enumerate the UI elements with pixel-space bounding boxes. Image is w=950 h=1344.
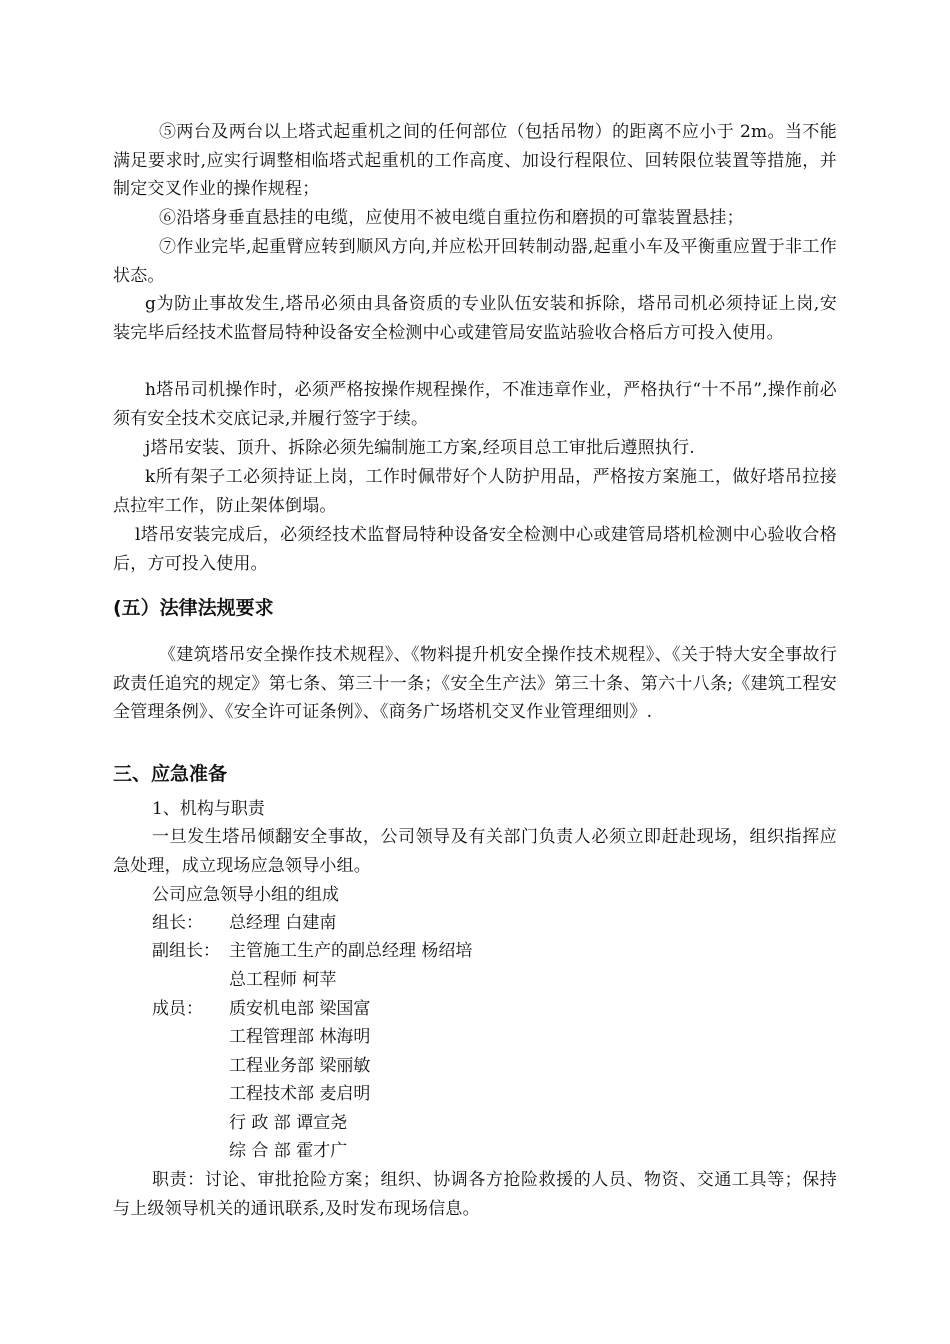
member-row: 质安机电部 梁国富	[229, 999, 371, 1019]
paragraph-item-7: ⑦作业完毕,起重臂应转到顺风方向,并应松开回转制动器,起重小车及平衡重应置于非工作状态。	[113, 237, 837, 286]
deputy-value-1: 主管施工生产的副总经理 杨绍培	[229, 941, 473, 961]
paragraph-item-6: ⑥沿塔身垂直悬挂的电缆，应使用不被电缆自重拉伤和磨损的可靠装置悬挂；	[159, 208, 744, 228]
subsection-item-1: 1、机构与职责	[152, 799, 265, 819]
member-row: 工程业务部 梁丽敏	[229, 1056, 371, 1076]
paragraph-item-j: j塔吊安装、顶升、拆除必须先编制施工方案,经项目总工审批后遵照执行.	[145, 438, 695, 458]
paragraph-emergency-intro: 一旦发生塔吊倾翻安全事故，公司领导及有关部门负责人必须立即赶赴现场，组织指挥应急处理，成立现场应急领导小组。	[113, 827, 837, 876]
member-row: 行 政 部 谭宣尧	[229, 1113, 348, 1133]
paragraph-duty: 职责：讨论、审批抢险方案；组织、协调各方抢险救援的人员、物资、交通工具等；保持与上级领导机关的通讯联系,及时发布现场信息。	[113, 1170, 837, 1219]
deputy-value-2: 总工程师 柯苹	[229, 970, 337, 990]
member-row: 工程管理部 林海明	[229, 1027, 371, 1047]
paragraph-item-k: k所有架子工必须持证上岗，工作时佩带好个人防护用品，严格按方案施工，做好塔吊拉接点拉牢工作，防止架体倒塌。	[113, 467, 837, 516]
paragraph-item-l: l塔吊安装完成后，必须经技术监督局特种设备安全检测中心或建管局塔机检测中心验收合格后，方可投入使用。	[113, 525, 837, 574]
group-title: 公司应急领导小组的组成	[152, 885, 339, 905]
paragraph-law: 《建筑塔吊安全操作技术规程》、《物料提升机安全操作技术规程》、《关于特大安全事故行政责任追究的规定》第七条、第三十一条；《安全生产法》第三十条、第六十八条;《建筑工程安全管理条例》、《安全许可证条例》、《商务广场塔机交叉作业管理细则》.	[113, 645, 837, 722]
paragraph-item-g: g为防止事故发生,塔吊必须由具备资质的专业队伍安装和拆除，塔吊司机必须持证上岗,安装完毕后经技术监督局特种设备安全检测中心或建管局安监站验收合格后方可投入使用。	[113, 294, 837, 343]
paragraph-item-h: h塔吊司机操作时，必须严格按操作规程操作，不准违章作业，严格执行“十不吊”,操作前必须有安全技术交底记录,并履行签字于续。	[113, 380, 837, 429]
leader-label: 组长：	[152, 913, 203, 933]
member-row: 工程技术部 麦启明	[229, 1084, 371, 1104]
paragraph-item-5: ⑤两台及两台以上塔式起重机之间的任何部位（包括吊物）的距离不应小于 2m。当不能满足要求时,应实行调整相临塔式起重机的工作高度、加设行程限位、回转限位装置等措施，并制定交叉作业的操作规程；	[113, 122, 837, 199]
member-row: 综 合 部 霍才广	[229, 1141, 348, 1161]
leader-value: 总经理 白建南	[229, 913, 337, 933]
members-label: 成员：	[152, 999, 203, 1019]
section-heading-emergency: 三、应急准备	[113, 763, 228, 785]
deputy-label: 副组长：	[152, 941, 220, 961]
section-heading-law: (五）法律法规要求	[113, 597, 274, 619]
